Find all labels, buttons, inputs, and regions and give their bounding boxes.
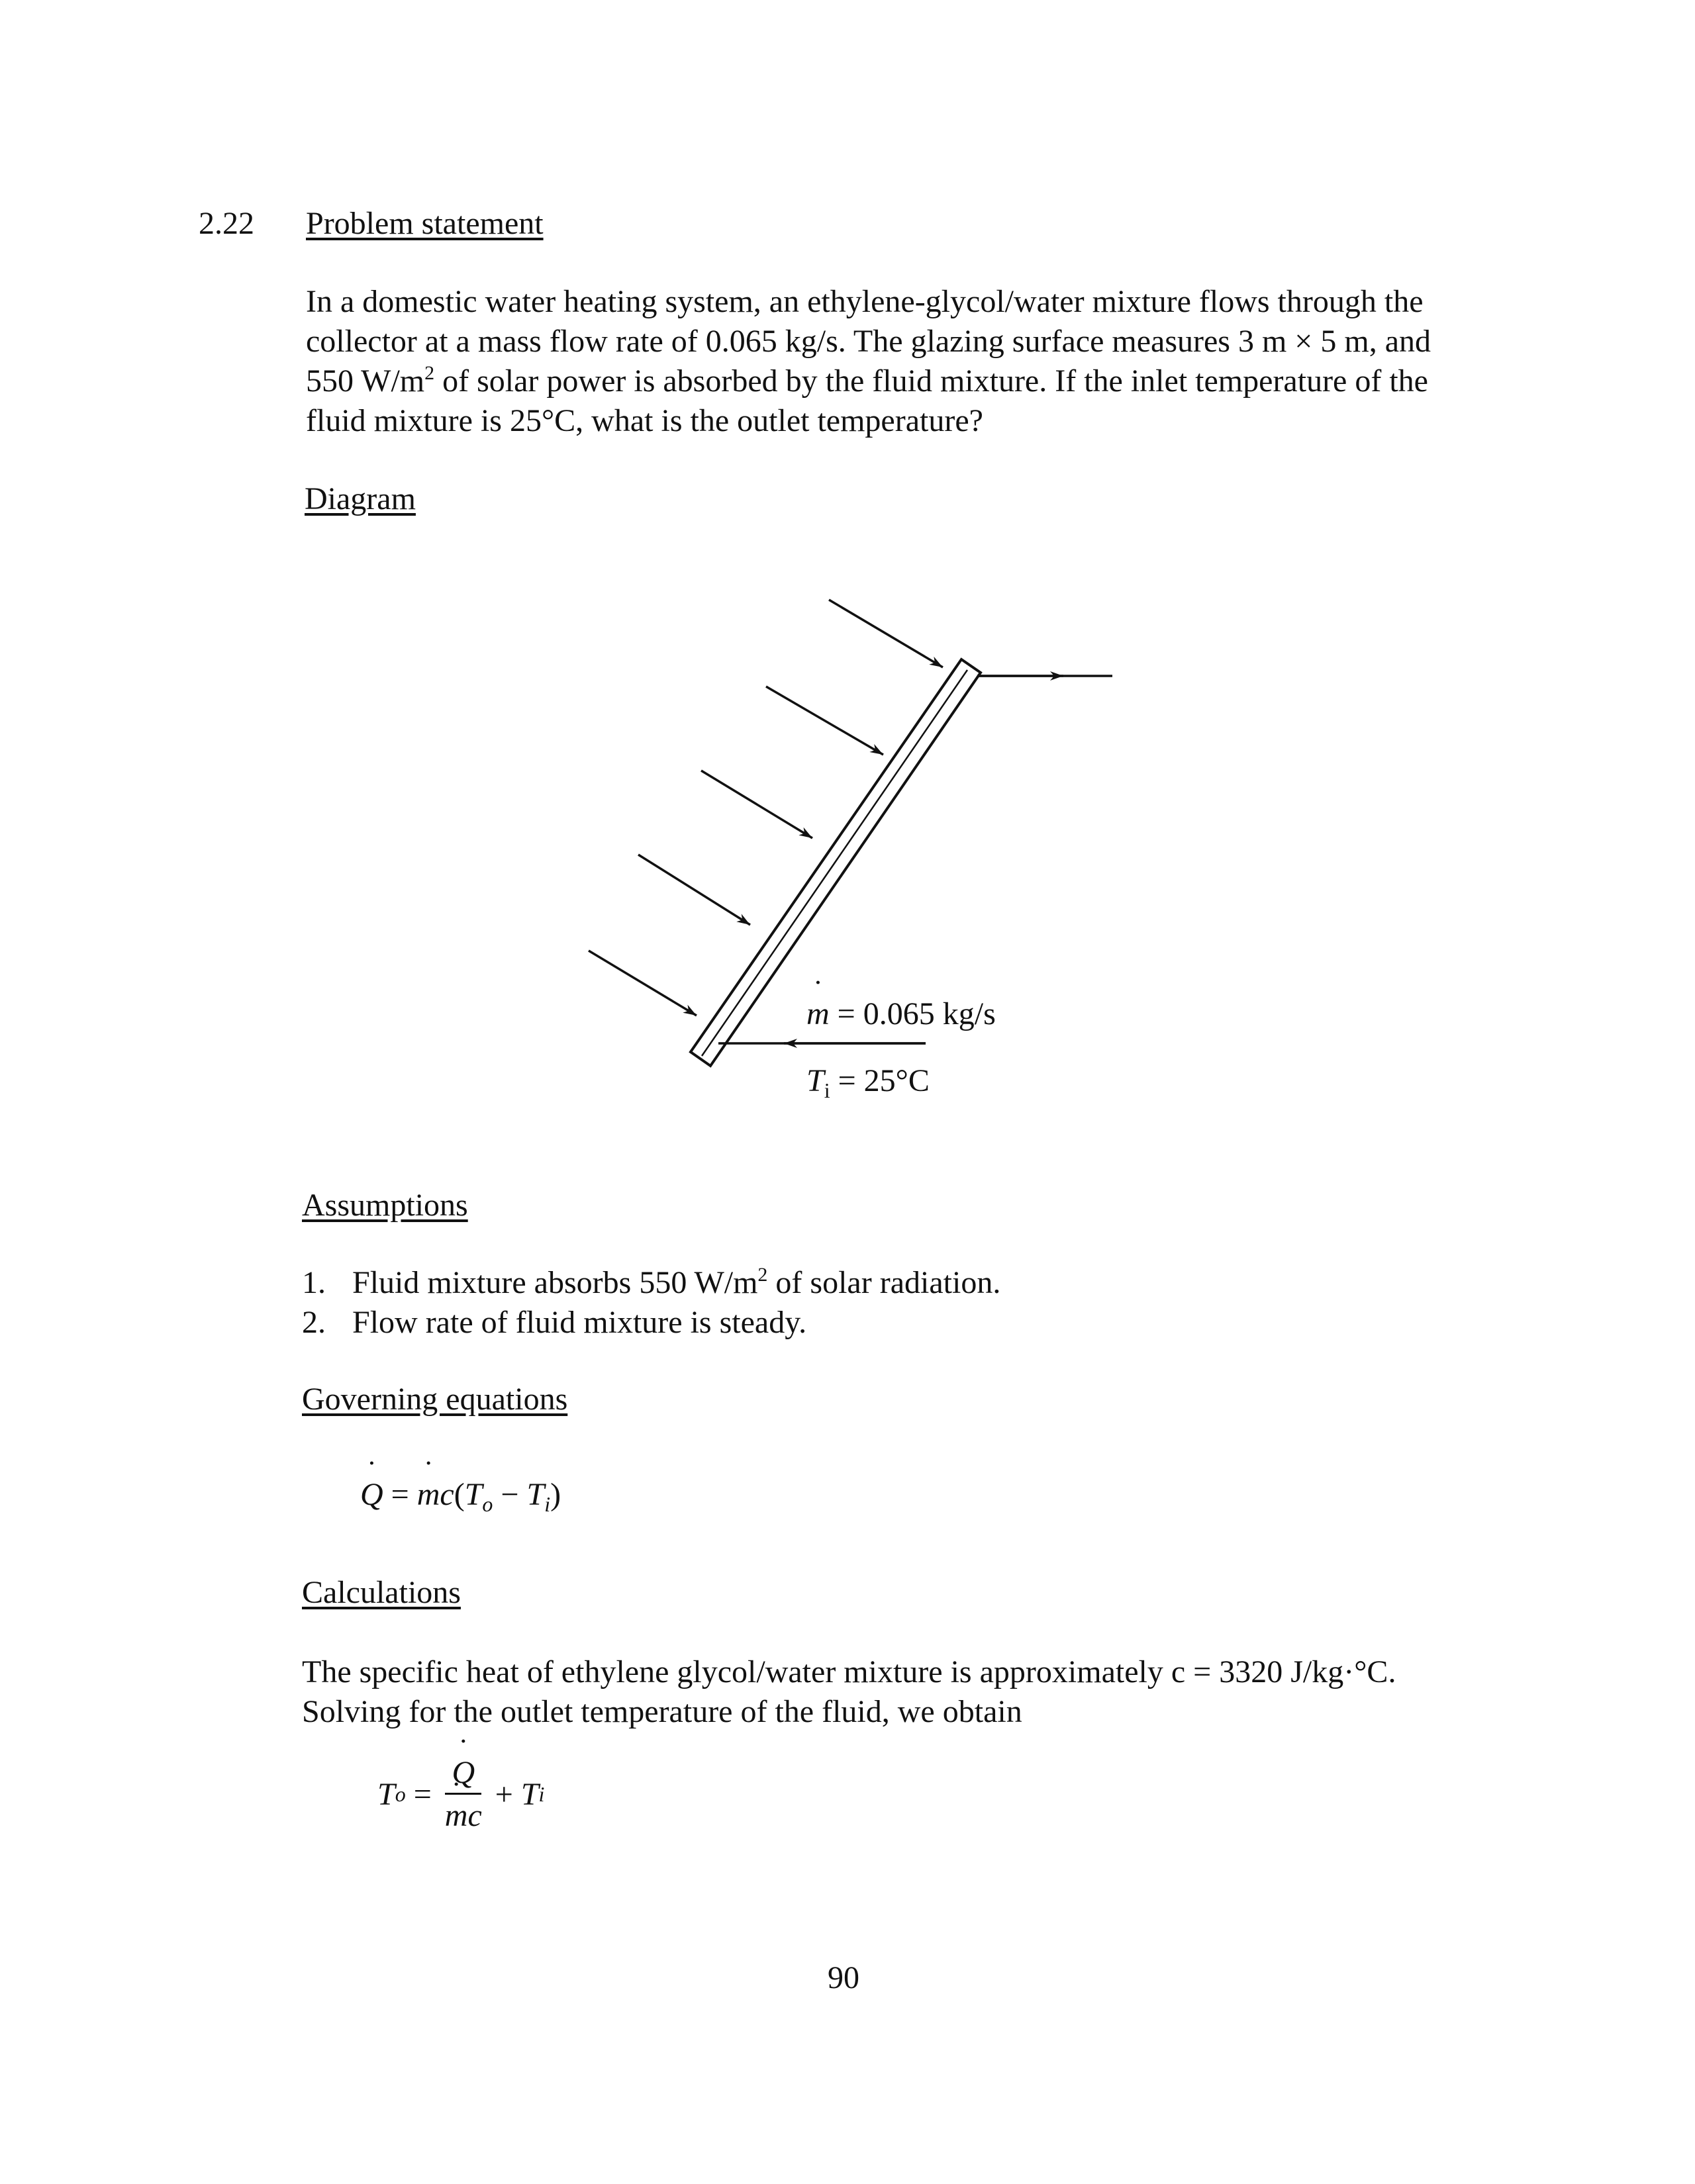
assumptions-list [302,1263,1000,1343]
assumption-item: 1. Fluid mixture absorbs 550 $W/m^2$ of solar radiation. [302,1264,1001,1300]
calculations-line-1: The specific heat of ethylene glycol/water mixture is approximately c = 3320 J/kg·°C. [302,1654,1396,1689]
problem-line-1: In a domestic water heating system, an ethylene-glycol/water mixture flows through the [306,284,1424,319]
radiation-arrow [589,951,697,1016]
outlet-temperature-equation: T o = ˙ Q ˙ mc + T i [377,1754,544,1834]
fraction: ˙ Q ˙ mc [445,1754,482,1834]
mass-flow-label: ˙ m = 0.065 kg/s [806,996,996,1032]
radiation-arrow [638,855,750,925]
radiation-arrow [766,687,883,755]
calculations-text [302,1652,1600,1732]
problem-line-3: 550 $W/m^2$ of solar power is absorbed by the fluid mixture. If the inlet temperature of the [306,362,1428,399]
calculations-heading: Calculations [302,1575,461,1610]
problem-number: 2.22 [199,206,254,241]
inlet-temperature-label: $T_i = 25^\circ C$ [806,1063,930,1102]
governing-equation: ˙ Q = ˙ $mc(T_o - T_i)$ [360,1476,561,1517]
problem-line-4: fluid mixture is 25°C, what is the outlet temperature? [306,403,983,438]
radiation-arrow [829,600,943,667]
problem-statement-heading: Problem statement [306,206,544,241]
calculations-line-2: Solving for the outlet temperature of the fluid, we obtain [302,1694,1022,1729]
page-number: 90 [828,1960,859,1995]
diagram-heading: Diagram [305,481,416,516]
assumption-item: 2. Flow rate of fluid mixture is steady. [302,1305,807,1340]
problem-line-2: collector at a mass flow rate of 0.065 kg/s. The glazing surface measures 3 m × 5 m, and [306,324,1431,359]
governing-equations-heading: Governing equations [302,1382,568,1417]
radiation-arrow [701,771,812,838]
solar-radiation-arrows [589,600,943,1016]
assumptions-heading: Assumptions [302,1188,468,1223]
